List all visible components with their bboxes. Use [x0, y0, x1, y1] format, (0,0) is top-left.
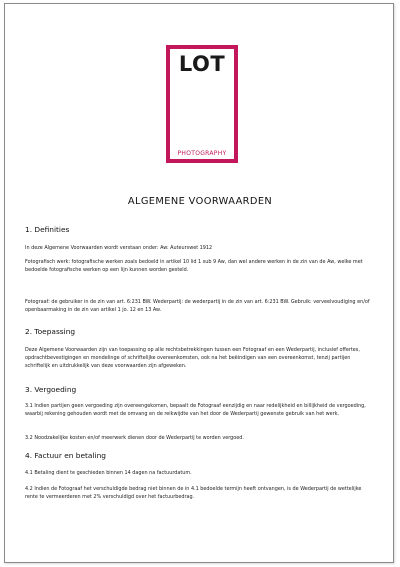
paragraph: 3.1 Indien partijen geen vergoeding zijn overeengekomen, bepaalt de Fotograaf eenzijdig en naar redelijkheid en billijkheid de vergoeding, waarbij rekening gehouden wordt met de omvang en de reikwijdte van het door de Wederpartij gewenste gebruik van het werk.	[25, 403, 366, 418]
paragraph: Deze Algemene Voorwaarden zijn van toepassing op alle rechtsbetrekkingen tussen een Fotograaf en een Wederpartij, inclusief offertes, opdrachtbevestigingen en mondelinge of schriftelijke overeenkomsten, ook na het beëindigen van een overeenkomst, tenzij partijen schriftelijk en uitdrukkelijk van deze voorwaarden zijn afgeweken.	[25, 347, 360, 370]
page-title: ALGEMENE VOORWAARDEN	[127, 196, 273, 207]
paragraph: 4.2 Indien de Fotograaf het verschuldigde bedrag niet binnen de in 4.1 bedoelde termijn heeft ontvangen, is de Wederpartij de wettelijke rente te vermeerderen met 2% verschuldigd over het factuurbedrag.	[25, 486, 362, 501]
section-heading-toepassing: 2. Toepassing	[25, 327, 76, 336]
lot-photography-logo	[166, 45, 238, 163]
paragraph: Fotograaf: de gebruiker in de zin van art. 6:231 BW. Wederpartij: de wederpartij in de zin van art. 6:231 BW. Gebruik: verveelvoudiging en/of openbaarmaking in de zin van artikel 1 jo. 12 en 13 Aw.	[25, 299, 370, 314]
paragraph: Fotografisch werk: fotografische werken zoals bedoeld in artikel 10 lid 1 sub 9 Aw, dan wel andere werken in de zin van de Aw, welke met bedoelde fotografische werken op een lijn kunnen worden gesteld.	[25, 259, 363, 274]
section-heading-vergoeding: 3. Vergoeding	[25, 385, 77, 394]
logo-sub-text: PHOTOGRAPHY	[177, 150, 227, 157]
section-heading-factuur: 4. Factuur en betaling	[25, 451, 106, 460]
paragraph: 3.2 Noodzakelijke kosten en/of meerwerk dienen door de Wederpartij te worden vergoed.	[25, 435, 244, 441]
paragraph: 4.1 Betaling dient te geschieden binnen 14 dagen na factuurdatum.	[25, 470, 192, 476]
section-heading-definities: 1. Definities	[25, 225, 70, 234]
paragraph: In deze Algemene Voorwaarden wordt verstaan onder: Aw: Auteurswet 1912	[25, 245, 213, 251]
logo-main-text: LOT	[178, 52, 226, 76]
document-page	[4, 3, 394, 563]
